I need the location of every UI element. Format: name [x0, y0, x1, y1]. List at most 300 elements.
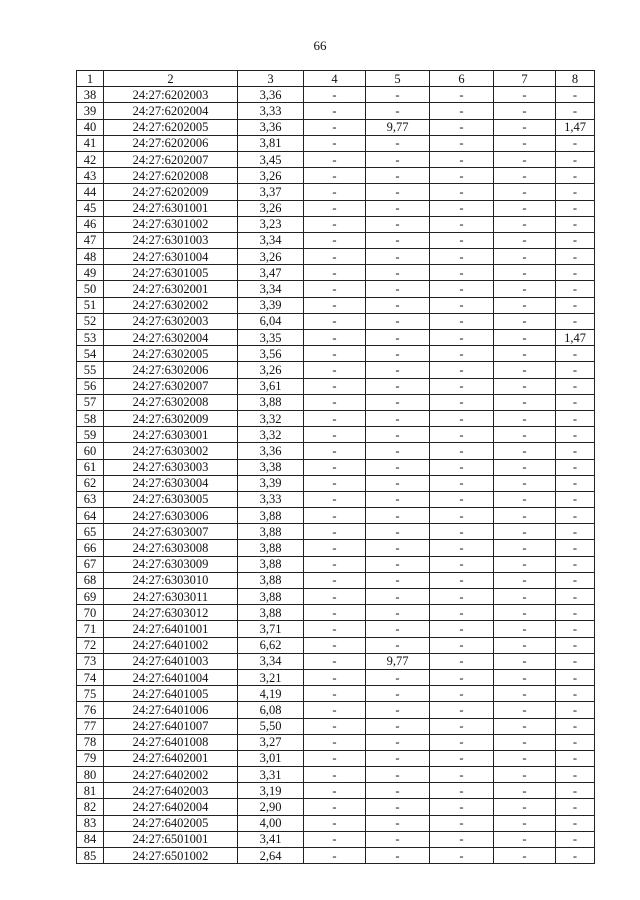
- table-cell-col-2: 24:27:6303012: [104, 605, 238, 621]
- table-cell-col-8: -: [556, 718, 595, 734]
- table-cell-col-3: 3,34: [238, 653, 304, 669]
- table-cell-col-8: -: [556, 216, 595, 232]
- table-cell-col-2: 24:27:6303004: [104, 475, 238, 491]
- table-row: [77, 621, 595, 637]
- table-cell-col-2: 24:27:6303009: [104, 556, 238, 572]
- table-cell-col-1: 51: [77, 297, 104, 313]
- table-row: [77, 200, 595, 216]
- table-cell-col-4: -: [304, 232, 366, 248]
- table-cell-col-3: 3,37: [238, 184, 304, 200]
- table-cell-col-5: -: [366, 281, 430, 297]
- table-cell-col-8: -: [556, 346, 595, 362]
- table-row: [77, 799, 595, 815]
- table-cell-col-5: -: [366, 686, 430, 702]
- table-cell-col-7: -: [494, 669, 556, 685]
- table-cell-col-4: -: [304, 346, 366, 362]
- table-cell-col-3: 3,33: [238, 491, 304, 507]
- table-cell-col-8: -: [556, 249, 595, 265]
- table-cell-col-6: -: [430, 346, 494, 362]
- table-cell-col-1: 73: [77, 653, 104, 669]
- table-cell-col-6: -: [430, 815, 494, 831]
- table-cell-col-2: 24:27:6501001: [104, 831, 238, 847]
- table-cell-col-2: 24:27:6303003: [104, 459, 238, 475]
- table-cell-col-7: -: [494, 783, 556, 799]
- table-cell-col-3: 6,62: [238, 637, 304, 653]
- table-cell-col-7: -: [494, 265, 556, 281]
- table-cell-col-5: -: [366, 605, 430, 621]
- table-cell-col-6: -: [430, 119, 494, 135]
- table-cell-col-1: 60: [77, 443, 104, 459]
- table-cell-col-5: -: [366, 669, 430, 685]
- table-cell-col-8: -: [556, 313, 595, 329]
- table-cell-col-8: -: [556, 362, 595, 378]
- table-cell-col-6: -: [430, 297, 494, 313]
- table-cell-col-1: 40: [77, 119, 104, 135]
- table-cell-col-1: 43: [77, 168, 104, 184]
- table-cell-col-4: -: [304, 265, 366, 281]
- table-cell-col-3: 3,26: [238, 168, 304, 184]
- table-cell-col-2: 24:27:6301004: [104, 249, 238, 265]
- table-cell-col-8: -: [556, 427, 595, 443]
- table-cell-col-8: -: [556, 508, 595, 524]
- table-cell-col-2: 24:27:6401002: [104, 637, 238, 653]
- table-cell-col-5: -: [366, 491, 430, 507]
- table-cell-col-5: -: [366, 184, 430, 200]
- header-row: [77, 71, 595, 87]
- table-cell-col-2: 24:27:6402005: [104, 815, 238, 831]
- table-cell-col-5: -: [366, 734, 430, 750]
- table-cell-col-8: -: [556, 669, 595, 685]
- table-cell-col-1: 83: [77, 815, 104, 831]
- table-cell-col-1: 47: [77, 232, 104, 248]
- table-cell-col-6: -: [430, 265, 494, 281]
- table-row: [77, 362, 595, 378]
- table-cell-col-3: 6,08: [238, 702, 304, 718]
- table-cell-col-4: -: [304, 605, 366, 621]
- table-cell-col-3: 3,26: [238, 200, 304, 216]
- table-cell-col-4: -: [304, 87, 366, 103]
- table-cell-col-2: 24:27:6302003: [104, 313, 238, 329]
- table-cell-col-1: 74: [77, 669, 104, 685]
- table-cell-col-6: -: [430, 200, 494, 216]
- table-cell-col-5: -: [366, 508, 430, 524]
- table-cell-col-1: 80: [77, 767, 104, 783]
- table-row: [77, 87, 595, 103]
- table-cell-col-5: -: [366, 427, 430, 443]
- table-cell-col-1: 48: [77, 249, 104, 265]
- table-cell-col-1: 67: [77, 556, 104, 572]
- table-cell-col-3: 3,41: [238, 831, 304, 847]
- table-row: [77, 410, 595, 426]
- table-cell-col-1: 41: [77, 135, 104, 151]
- table-cell-col-7: -: [494, 297, 556, 313]
- table-cell-col-7: -: [494, 653, 556, 669]
- table-cell-col-3: 3,36: [238, 443, 304, 459]
- table-cell-col-6: -: [430, 637, 494, 653]
- table-cell-col-4: -: [304, 702, 366, 718]
- table-cell-col-3: 3,88: [238, 589, 304, 605]
- table-cell-col-3: 3,88: [238, 540, 304, 556]
- table-cell-col-7: -: [494, 443, 556, 459]
- table-cell-col-7: -: [494, 232, 556, 248]
- table-cell-col-4: -: [304, 734, 366, 750]
- table-cell-col-1: 63: [77, 491, 104, 507]
- table-cell-col-2: 24:27:6402001: [104, 750, 238, 766]
- table-cell-col-3: 3,36: [238, 87, 304, 103]
- table-cell-col-4: -: [304, 313, 366, 329]
- table-cell-col-7: -: [494, 848, 556, 864]
- table-cell-col-1: 46: [77, 216, 104, 232]
- table-cell-col-7: -: [494, 540, 556, 556]
- table-cell-col-1: 53: [77, 330, 104, 346]
- table-cell-col-2: 24:27:6302006: [104, 362, 238, 378]
- table-cell-col-4: -: [304, 848, 366, 864]
- table-cell-col-8: -: [556, 378, 595, 394]
- table-cell-col-6: -: [430, 799, 494, 815]
- table-cell-col-4: -: [304, 281, 366, 297]
- table-row: [77, 589, 595, 605]
- table-row: [77, 815, 595, 831]
- table-cell-col-4: -: [304, 783, 366, 799]
- table-cell-col-3: 6,04: [238, 313, 304, 329]
- table-body: [77, 87, 595, 864]
- table-cell-col-7: -: [494, 184, 556, 200]
- table-row: [77, 750, 595, 766]
- table-row: [77, 848, 595, 864]
- table-cell-col-7: -: [494, 750, 556, 766]
- table-cell-col-2: 24:27:6302008: [104, 394, 238, 410]
- table-cell-col-5: -: [366, 168, 430, 184]
- table-cell-col-1: 82: [77, 799, 104, 815]
- table-cell-col-4: -: [304, 508, 366, 524]
- table-cell-col-2: 24:27:6402002: [104, 767, 238, 783]
- table-cell-col-5: -: [366, 767, 430, 783]
- table-cell-col-3: 3,32: [238, 410, 304, 426]
- table-cell-col-4: -: [304, 119, 366, 135]
- table-cell-col-7: -: [494, 799, 556, 815]
- table-cell-col-2: 24:27:6401008: [104, 734, 238, 750]
- table-cell-col-4: -: [304, 669, 366, 685]
- table-cell-col-1: 50: [77, 281, 104, 297]
- table-cell-col-2: 24:27:6401006: [104, 702, 238, 718]
- table-cell-col-7: -: [494, 572, 556, 588]
- table-cell-col-8: -: [556, 750, 595, 766]
- table-row: [77, 572, 595, 588]
- table-cell-col-3: 3,34: [238, 281, 304, 297]
- table-cell-col-6: -: [430, 524, 494, 540]
- table-cell-col-1: 72: [77, 637, 104, 653]
- table-cell-col-2: 24:27:6402004: [104, 799, 238, 815]
- table-cell-col-6: -: [430, 362, 494, 378]
- table-cell-col-6: -: [430, 734, 494, 750]
- table-cell-col-1: 62: [77, 475, 104, 491]
- table-cell-col-7: -: [494, 475, 556, 491]
- table-cell-col-7: -: [494, 362, 556, 378]
- table-cell-col-8: -: [556, 653, 595, 669]
- table-cell-col-5: -: [366, 637, 430, 653]
- table-cell-col-8: -: [556, 200, 595, 216]
- table-cell-col-3: 3,61: [238, 378, 304, 394]
- table-cell-col-6: -: [430, 135, 494, 151]
- table-cell-col-8: -: [556, 459, 595, 475]
- table-header: [77, 71, 595, 87]
- table-cell-col-6: -: [430, 589, 494, 605]
- table-cell-col-8: -: [556, 265, 595, 281]
- table-cell-col-2: 24:27:6401004: [104, 669, 238, 685]
- table-cell-col-1: 79: [77, 750, 104, 766]
- column-header-4: 4: [304, 71, 366, 87]
- table-cell-col-4: -: [304, 103, 366, 119]
- table-cell-col-8: -: [556, 168, 595, 184]
- table-cell-col-7: -: [494, 313, 556, 329]
- table-cell-col-2: 24:27:6301005: [104, 265, 238, 281]
- table-cell-col-8: -: [556, 767, 595, 783]
- table-cell-col-7: -: [494, 168, 556, 184]
- table-cell-col-3: 3,27: [238, 734, 304, 750]
- table-cell-col-4: -: [304, 459, 366, 475]
- column-header-3: 3: [238, 71, 304, 87]
- table-cell-col-5: -: [366, 702, 430, 718]
- table-cell-col-7: -: [494, 734, 556, 750]
- table-cell-col-1: 55: [77, 362, 104, 378]
- data-table: [76, 70, 595, 864]
- table-cell-col-5: -: [366, 556, 430, 572]
- table-cell-col-1: 39: [77, 103, 104, 119]
- table-row: [77, 119, 595, 135]
- table-cell-col-7: -: [494, 702, 556, 718]
- table-cell-col-3: 3,56: [238, 346, 304, 362]
- table-row: [77, 831, 595, 847]
- table-cell-col-5: -: [366, 330, 430, 346]
- table-cell-col-7: -: [494, 589, 556, 605]
- table-cell-col-3: 3,34: [238, 232, 304, 248]
- table-cell-col-3: 3,01: [238, 750, 304, 766]
- table-cell-col-7: -: [494, 281, 556, 297]
- table-cell-col-1: 78: [77, 734, 104, 750]
- table-cell-col-4: -: [304, 524, 366, 540]
- column-header-7: 7: [494, 71, 556, 87]
- table-cell-col-4: -: [304, 831, 366, 847]
- table-cell-col-5: -: [366, 475, 430, 491]
- table-cell-col-6: -: [430, 427, 494, 443]
- table-cell-col-6: -: [430, 508, 494, 524]
- table-row: [77, 281, 595, 297]
- table-cell-col-8: -: [556, 232, 595, 248]
- table-cell-col-7: -: [494, 394, 556, 410]
- table-row: [77, 637, 595, 653]
- table-cell-col-8: 1,47: [556, 119, 595, 135]
- table-row: [77, 216, 595, 232]
- table-cell-col-8: -: [556, 410, 595, 426]
- table-cell-col-3: 3,88: [238, 605, 304, 621]
- table-cell-col-1: 42: [77, 151, 104, 167]
- table-cell-col-4: -: [304, 589, 366, 605]
- table-cell-col-3: 3,88: [238, 572, 304, 588]
- table-cell-col-4: -: [304, 249, 366, 265]
- table-cell-col-8: -: [556, 621, 595, 637]
- table-cell-col-2: 24:27:6401001: [104, 621, 238, 637]
- table-cell-col-7: -: [494, 524, 556, 540]
- column-header-1: 1: [77, 71, 104, 87]
- table-cell-col-7: -: [494, 767, 556, 783]
- table-cell-col-7: -: [494, 410, 556, 426]
- table-cell-col-4: -: [304, 362, 366, 378]
- table-cell-col-5: 9,77: [366, 653, 430, 669]
- table-cell-col-1: 81: [77, 783, 104, 799]
- table-cell-col-8: -: [556, 702, 595, 718]
- table-cell-col-2: 24:27:6202009: [104, 184, 238, 200]
- table-row: [77, 394, 595, 410]
- table-cell-col-3: 3,26: [238, 249, 304, 265]
- table-cell-col-6: -: [430, 831, 494, 847]
- table-cell-col-7: -: [494, 330, 556, 346]
- table-row: [77, 249, 595, 265]
- table-cell-col-7: -: [494, 491, 556, 507]
- table-cell-col-5: -: [366, 750, 430, 766]
- table-cell-col-6: -: [430, 168, 494, 184]
- table-cell-col-8: -: [556, 524, 595, 540]
- table-cell-col-4: -: [304, 216, 366, 232]
- table-cell-col-8: -: [556, 605, 595, 621]
- table-cell-col-8: -: [556, 589, 595, 605]
- table-cell-col-7: -: [494, 718, 556, 734]
- table-cell-col-4: -: [304, 556, 366, 572]
- table-cell-col-8: -: [556, 475, 595, 491]
- table-cell-col-2: 24:27:6303001: [104, 427, 238, 443]
- table-cell-col-3: 3,26: [238, 362, 304, 378]
- table-cell-col-6: -: [430, 443, 494, 459]
- table-cell-col-1: 84: [77, 831, 104, 847]
- table-cell-col-7: -: [494, 831, 556, 847]
- table-cell-col-5: -: [366, 378, 430, 394]
- table-cell-col-1: 69: [77, 589, 104, 605]
- table-cell-col-8: -: [556, 103, 595, 119]
- table-cell-col-8: -: [556, 491, 595, 507]
- table-cell-col-1: 52: [77, 313, 104, 329]
- table-cell-col-2: 24:27:6202007: [104, 151, 238, 167]
- table-cell-col-2: 24:27:6202006: [104, 135, 238, 151]
- table-cell-col-6: -: [430, 184, 494, 200]
- table-cell-col-7: -: [494, 508, 556, 524]
- table-row: [77, 524, 595, 540]
- table-cell-col-5: -: [366, 443, 430, 459]
- table-cell-col-6: -: [430, 232, 494, 248]
- table-row: [77, 427, 595, 443]
- table-cell-col-2: 24:27:6401007: [104, 718, 238, 734]
- table-cell-col-4: -: [304, 637, 366, 653]
- table-cell-col-7: -: [494, 621, 556, 637]
- table-row: [77, 605, 595, 621]
- table-cell-col-8: -: [556, 281, 595, 297]
- table-cell-col-7: -: [494, 103, 556, 119]
- table-cell-col-4: -: [304, 378, 366, 394]
- table-cell-col-2: 24:27:6301002: [104, 216, 238, 232]
- table-cell-col-5: -: [366, 313, 430, 329]
- table-cell-col-1: 38: [77, 87, 104, 103]
- table-cell-col-6: -: [430, 621, 494, 637]
- table-cell-col-8: -: [556, 556, 595, 572]
- table-cell-col-6: -: [430, 394, 494, 410]
- table-row: [77, 475, 595, 491]
- table-cell-col-6: -: [430, 378, 494, 394]
- table-cell-col-3: 3,23: [238, 216, 304, 232]
- table-cell-col-1: 49: [77, 265, 104, 281]
- table-cell-col-1: 57: [77, 394, 104, 410]
- table-row: [77, 718, 595, 734]
- table-cell-col-6: -: [430, 556, 494, 572]
- table-cell-col-6: -: [430, 767, 494, 783]
- table-cell-col-4: -: [304, 297, 366, 313]
- table-cell-col-5: -: [366, 346, 430, 362]
- table-cell-col-3: 3,31: [238, 767, 304, 783]
- table-cell-col-1: 61: [77, 459, 104, 475]
- table-cell-col-2: 24:27:6303005: [104, 491, 238, 507]
- table-cell-col-1: 71: [77, 621, 104, 637]
- table-cell-col-5: -: [366, 249, 430, 265]
- table-cell-col-3: 3,45: [238, 151, 304, 167]
- table-cell-col-5: -: [366, 151, 430, 167]
- table-cell-col-2: 24:27:6302004: [104, 330, 238, 346]
- table-cell-col-4: -: [304, 151, 366, 167]
- table-cell-col-7: -: [494, 119, 556, 135]
- table-cell-col-3: 4,00: [238, 815, 304, 831]
- table-cell-col-1: 66: [77, 540, 104, 556]
- column-header-6: 6: [430, 71, 494, 87]
- table-cell-col-6: -: [430, 459, 494, 475]
- table-row: [77, 265, 595, 281]
- table-cell-col-6: -: [430, 653, 494, 669]
- table-cell-col-4: -: [304, 394, 366, 410]
- table-cell-col-2: 24:27:6302007: [104, 378, 238, 394]
- table-cell-col-3: 3,38: [238, 459, 304, 475]
- table-cell-col-5: -: [366, 362, 430, 378]
- table-cell-col-6: -: [430, 491, 494, 507]
- table-cell-col-5: -: [366, 459, 430, 475]
- table-cell-col-6: -: [430, 410, 494, 426]
- table-cell-col-7: -: [494, 686, 556, 702]
- table-cell-col-8: -: [556, 540, 595, 556]
- table-cell-col-1: 76: [77, 702, 104, 718]
- table-row: [77, 151, 595, 167]
- table-cell-col-4: -: [304, 653, 366, 669]
- column-header-8: 8: [556, 71, 595, 87]
- table-cell-col-3: 3,39: [238, 297, 304, 313]
- table-cell-col-5: -: [366, 799, 430, 815]
- table-cell-col-5: -: [366, 783, 430, 799]
- table-cell-col-8: -: [556, 815, 595, 831]
- table-row: [77, 783, 595, 799]
- table-cell-col-1: 64: [77, 508, 104, 524]
- table-row: [77, 168, 595, 184]
- table-cell-col-5: -: [366, 394, 430, 410]
- table-cell-col-3: 5,50: [238, 718, 304, 734]
- table-cell-col-3: 3,39: [238, 475, 304, 491]
- table-cell-col-6: -: [430, 151, 494, 167]
- table-row: [77, 767, 595, 783]
- table-row: [77, 103, 595, 119]
- table-cell-col-5: -: [366, 265, 430, 281]
- table-cell-col-5: -: [366, 718, 430, 734]
- table-cell-col-5: -: [366, 589, 430, 605]
- table-cell-col-6: -: [430, 475, 494, 491]
- table-cell-col-6: -: [430, 848, 494, 864]
- table-cell-col-1: 75: [77, 686, 104, 702]
- table-cell-col-6: -: [430, 87, 494, 103]
- table-cell-col-5: -: [366, 572, 430, 588]
- table-cell-col-7: -: [494, 135, 556, 151]
- table-cell-col-6: -: [430, 750, 494, 766]
- table-cell-col-7: -: [494, 216, 556, 232]
